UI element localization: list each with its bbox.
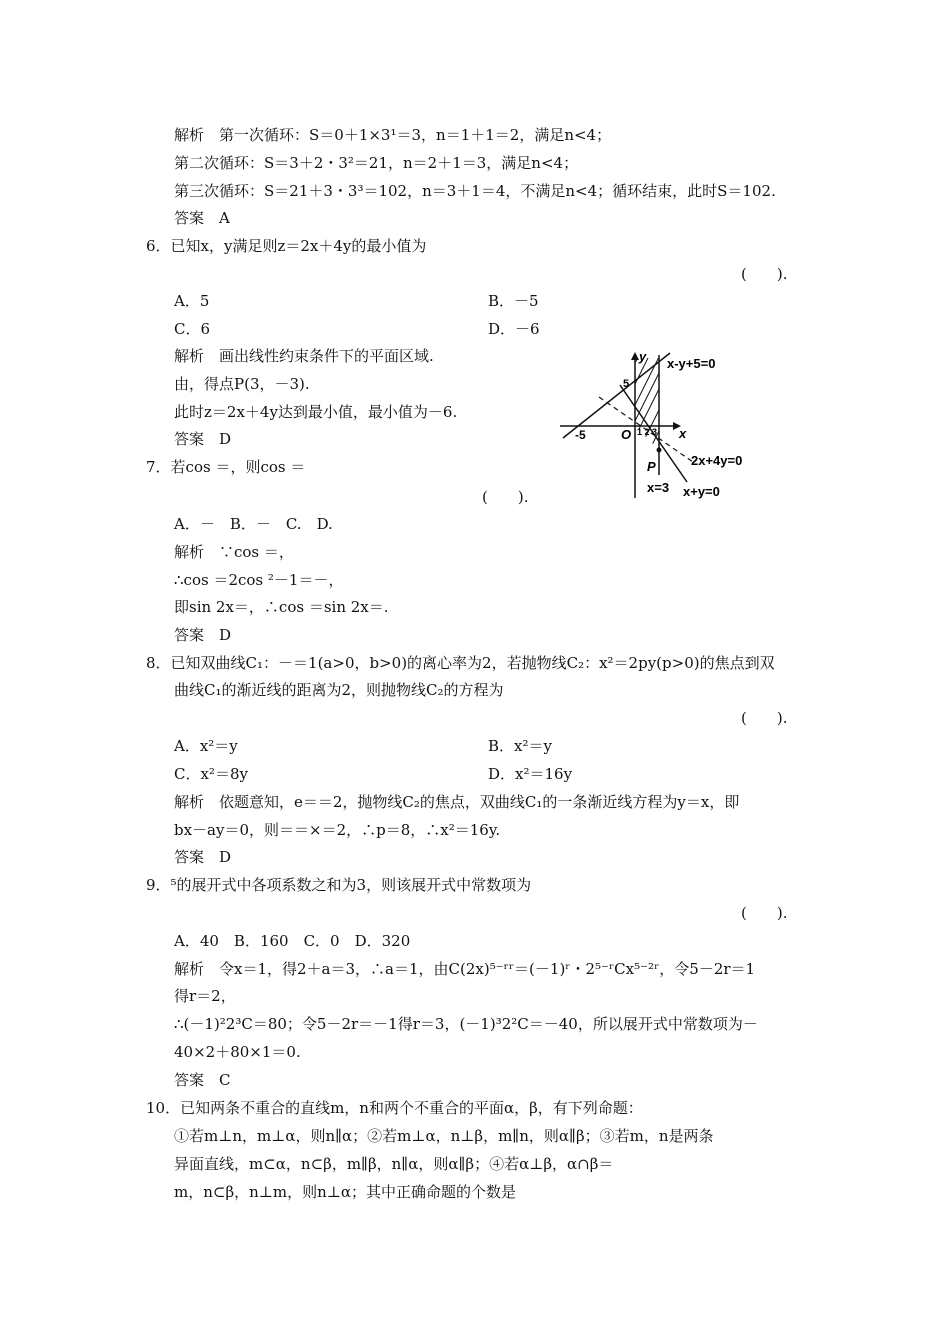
option: D．－6 [488, 320, 540, 338]
solution-line: 解析 令x＝1，得2＋a＝3，∴a＝1，由C(2x)⁵⁻ʳʳ＝(－1)ʳ・2⁵⁻ʳCx⁵⁻²ʳ，令5－2r＝1 [174, 960, 756, 978]
label-line-2x-plus-4y: 2x+4y=0 [691, 453, 743, 468]
question-6: 6．已知x，y满足则z＝2x＋4y的最小值为 [146, 237, 427, 255]
solution-line: 解析 第一次循环：S＝0＋1×3¹＝3，n＝1＋1＝2，满足n<4； [174, 126, 612, 144]
axis-label-y: y [639, 349, 647, 364]
solution-line: bx－ay＝0，则＝＝×＝2，∴p＝8，∴x²＝16y. [174, 821, 501, 839]
answer-line: 答案 D [174, 626, 232, 644]
tick-label-neg5: -5 [575, 428, 586, 442]
feasible-region-figure [555, 345, 775, 510]
question-7: 7．若cos ＝，则cos ＝ [146, 458, 306, 476]
solution-line: 由，得点P(3，－3). [174, 375, 310, 393]
solution-line: 解析 ∵cos ＝， [174, 543, 294, 561]
option: A．x²＝y [174, 737, 238, 755]
solution-line: 40×2＋80×1＝0. [174, 1043, 301, 1061]
question-10: 异面直线，m⊂α，n⊂β，m∥β，n∥α，则α∥β；④若α⊥β，α∩β＝ [174, 1155, 614, 1173]
options-row: A．40 B．160 C．0 D．320 [174, 932, 411, 950]
label-line-x-equals-3: x=3 [647, 480, 670, 495]
solution-line: 得r＝2， [174, 987, 236, 1005]
solution-line: 解析 依题意知，e＝＝2，抛物线C₂的焦点，双曲线C₁的一条渐近线方程为y＝x，即 [174, 793, 740, 811]
option: B．－5 [488, 292, 539, 310]
option: C．x²＝8y [174, 765, 248, 783]
option: B．x²＝y [488, 737, 552, 755]
option: D．x²＝16y [488, 765, 573, 783]
answer-line: 答案 C [174, 1071, 231, 1089]
point-label-p: P [647, 459, 656, 474]
question-8: 曲线C₁的渐近线的距离为2，则抛物线C₂的方程为 [174, 681, 504, 699]
solution-line: 即sin 2x＝，∴cos ＝sin 2x＝. [174, 598, 389, 616]
question-10: ①若m⊥n，m⊥α，则n∥α；②若m⊥α，n⊥β，m∥n，则α∥β；③若m，n是两条 [174, 1127, 714, 1145]
question-8: 8．已知双曲线C₁：－＝1(a>0，b>0)的离心率为2，若抛物线C₂：x²＝2py(p>0)的焦点到双 [146, 654, 775, 672]
question-9: 9．⁵的展开式中各项系数之和为3，则该展开式中常数项为 [146, 876, 532, 894]
question-10: 10．已知两条不重合的直线m，n和两个不重合的平面α，β，有下列命题： [146, 1099, 643, 1117]
answer-bracket: ( ). [482, 488, 529, 506]
answer-bracket: ( ). [741, 709, 788, 727]
solution-line: ∴cos ＝2cos ²－1＝－， [174, 571, 344, 589]
label-line-x-minus-y-plus-5: x-y+5=0 [667, 356, 716, 371]
option: C．6 [174, 320, 211, 338]
solution-line: 此时z＝2x＋4y达到最小值，最小值为－6. [174, 403, 458, 421]
label-line-x-plus-y: x+y=0 [683, 484, 720, 499]
solution-line: 解析 画出线性约束条件下的平面区域. [174, 347, 434, 365]
y-axis-arrow [631, 352, 639, 360]
answer-line: 答案 D [174, 848, 232, 866]
option: A．5 [174, 292, 210, 310]
tick-label-5: 5 [623, 378, 630, 390]
solution-line: 第二次循环：S＝3＋2・3²＝21，n＝2＋1＝3，满足n<4； [174, 154, 579, 172]
question-10: m，n⊂β，n⊥m，则n⊥α；其中正确命题的个数是 [174, 1183, 517, 1201]
solution-line: ∴(－1)²2³C＝80；令5－2r＝－1得r＝3，(－1)³2²C＝－40，所以展开式中常数项为－ [174, 1015, 758, 1033]
answer-bracket: ( ). [741, 904, 788, 922]
solution-line: 第三次循环：S＝21＋3・3³＝102，n＝3＋1＝4，不满足n<4；循环结束，此时S＝102. [174, 182, 776, 200]
options-row: A．－ B．－ C. D. [174, 515, 333, 533]
answer-line: 答案 A [174, 209, 230, 227]
answer-line: 答案 D [174, 430, 232, 448]
point-p [657, 448, 662, 453]
tick-labels-x: 1 2 3 [637, 427, 658, 437]
origin-label: O [621, 427, 632, 442]
answer-bracket: ( ). [741, 265, 788, 283]
axis-label-x: x [679, 426, 687, 441]
